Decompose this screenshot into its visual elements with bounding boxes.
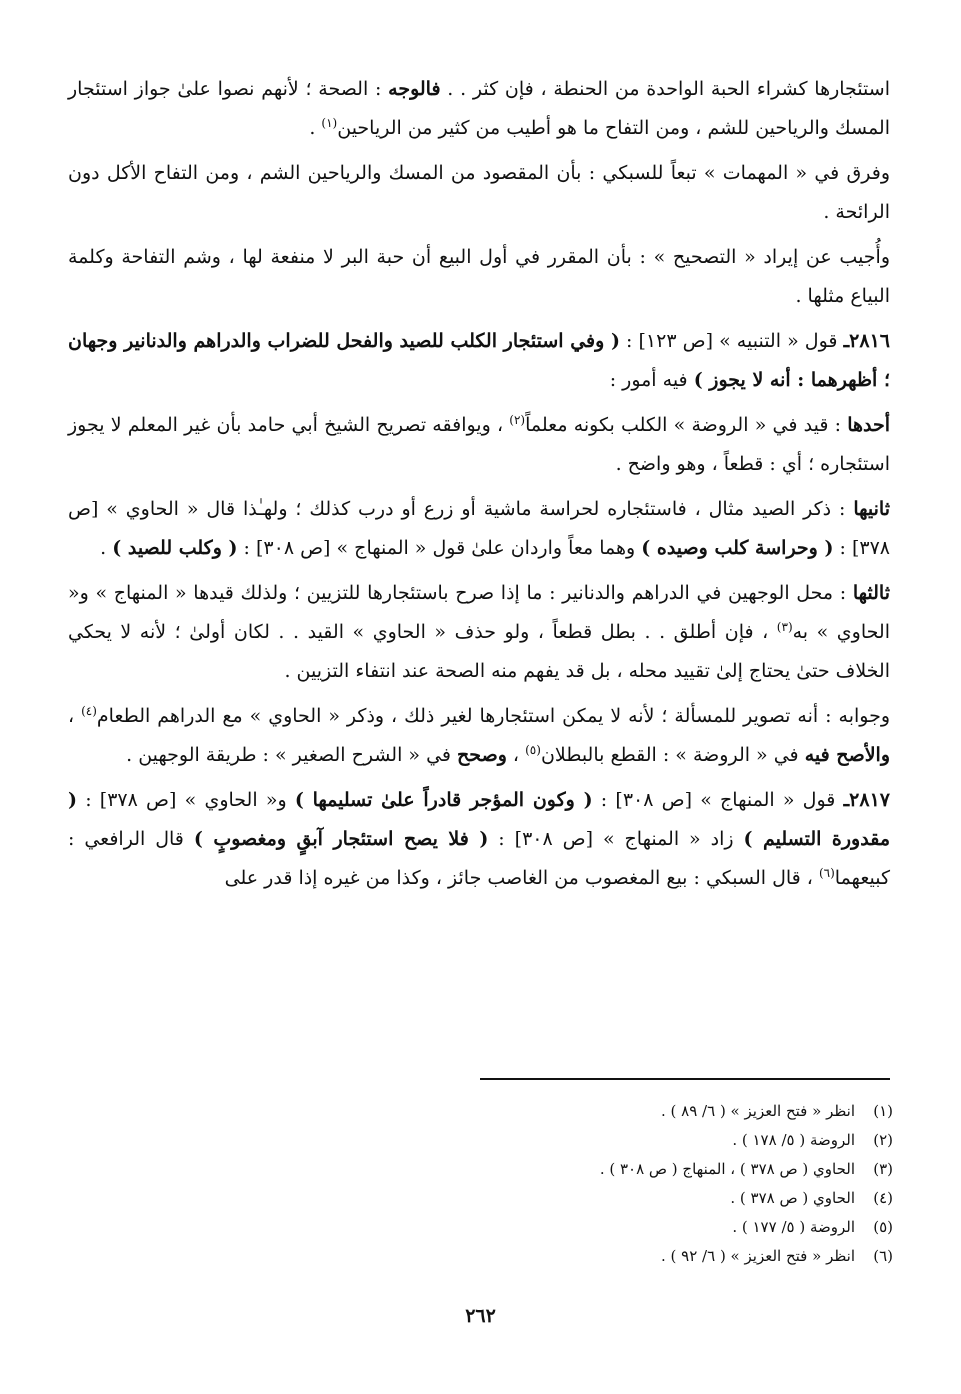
footnote-ref: (٤) — [81, 704, 97, 718]
footnote-ref: (١) — [321, 116, 338, 130]
footnote-number: (٥) — [873, 1218, 893, 1236]
paragraph — [68, 574, 890, 691]
bold-text: ٢٨١٦ـ — [843, 330, 890, 352]
text-run: : قيد في « الروضة » الكلب بكونه معلماً — [525, 414, 848, 436]
paragraph — [68, 322, 890, 400]
paragraph — [68, 490, 890, 568]
text-run: ، ويوافقه تصريح الشيخ أبي حامد بأن غير المعلم لا يجوز استئجاره ؛ أي : قطعاً ، وهو واضح . — [68, 414, 890, 475]
footnote-number: (٢) — [873, 1131, 893, 1149]
footnote-number: (٤) — [873, 1189, 893, 1207]
text-run: ، فإن أطلق . . بطل قطعاً ، ولو حذف « الحاوي » القيد . . لكان أولىٰ ؛ لأنه لا يحكي الخلاف حتىٰ يحتاج إلىٰ تقييد محله ، بل قد يفهم منه الصحة عند انتفاء التزيين . — [68, 621, 890, 682]
footnote-ref: (٣) — [776, 620, 793, 634]
text-run: وجوابه : أنه تصوير للمسألة ؛ لأنه لا يمكن استئجارها لغير ذلك ، وذكر « الحاوي » مع الدراهم الطعام — [96, 705, 890, 727]
text-run: قول « المنهاج » [ص ٣٠٨] : — [592, 789, 844, 811]
bold-text: وصحح — [457, 744, 507, 766]
bold-text: ( وكون المؤجر قادراً علىٰ تسليمها ) — [294, 789, 593, 811]
text-run: قال الرافعي : كبيعهما — [68, 828, 890, 889]
footnote-number: (٦) — [873, 1247, 893, 1265]
text-run: زاد « المنهاج » [ص ٣٠٨] : — [488, 828, 744, 850]
footnote-text: الروضة ( ٥/ ١٧٨ ) . — [732, 1131, 855, 1149]
text-run: فيه أمور : — [609, 369, 694, 391]
text-run: وأُجيب عن إيراد « التصحيح » : بأن المقرر في أول البيع أن حبة البر لا منفعة لها ، وشم التفاحة وكلمة البياع مثلها . — [68, 246, 890, 307]
bold-text: ٢٨١٧ـ — [843, 789, 890, 811]
footnotes — [93, 1097, 893, 1271]
footnote-ref: (٢) — [509, 413, 526, 427]
main-text — [68, 70, 890, 898]
footnote-text: الحاوي ( ص ٣٧٨ ) ، المنهاج ( ص ٣٠٨ ) . — [599, 1160, 855, 1178]
text-run: في « الشرح الصغير » : طريقة الوجهين . — [126, 744, 458, 766]
text-run: قول « التنبيه » [ص ١٢٣] : — [619, 330, 844, 352]
footnote — [93, 1213, 893, 1242]
footnote-ref: (٦) — [818, 866, 835, 880]
bold-text: ثالثها — [852, 582, 890, 604]
paragraph — [68, 406, 890, 484]
text-run: . — [100, 537, 113, 559]
paragraph — [68, 781, 890, 898]
footnote-text: الحاوي ( ص ٣٧٨ ) . — [730, 1189, 855, 1207]
bold-text: أحدها — [847, 414, 890, 436]
text-run: : ذكر الصيد مثال ، فاستئجاره لحراسة ماشية أو زرع أو درب كذلك ؛ ولهـٰذا قال « الحاوي » [ص ٣٧٨] : — [68, 498, 890, 559]
text-run: في « الروضة » : القطع بالبطلان — [540, 744, 805, 766]
footnote — [93, 1155, 893, 1184]
footnote-ref: (٥) — [525, 743, 541, 757]
footnote-number: (١) — [873, 1102, 893, 1120]
text-run: ، — [68, 705, 82, 727]
bold-text: ( وكلب للصيد ) — [112, 537, 238, 559]
bold-text: ( مقدورة التسليم ) — [68, 789, 890, 850]
paragraph — [68, 70, 890, 148]
bold-text: ( فلا يصح استئجار آبقٍ ومغصوبٍ ) — [193, 828, 489, 850]
bold-text: والأصح فيه — [804, 744, 890, 766]
text-run: : محل الوجهين في الدراهم والدنانير : ما إذا صرح باستئجارها للتزيين ؛ ولذلك قيدها « المنهاج » و« الحاوي » به — [68, 582, 890, 643]
footnote — [93, 1126, 893, 1155]
footnote-text: انظر « فتح العزيز » ( ٦/ ٩٢ ) . — [661, 1247, 855, 1265]
paragraph — [68, 154, 890, 232]
footnote-separator — [480, 1078, 890, 1080]
text-run: و« الحاوي » [ص ٣٧٨] : — [77, 789, 295, 811]
text-run: وفرق في « المهمات » تبعاً للسبكي : بأن المقصود من المسك والرياحين الشم ، ومن التفاح الأكل دون الرائحة . — [68, 162, 890, 223]
paragraph — [68, 697, 890, 775]
footnote-number: (٣) — [873, 1160, 893, 1178]
text-run: : الصحة ؛ لأنهم نصوا علىٰ جواز استئجار المسك والرياحين للشم ، ومن التفاح ما هو أطيب من كثير من الرياحين — [68, 78, 890, 139]
footnote — [93, 1184, 893, 1213]
footnote — [93, 1242, 893, 1271]
text-run: ، — [506, 744, 526, 766]
text-run: . — [309, 117, 322, 139]
bold-text: ( وحراسة كلب وصيده ) — [641, 537, 834, 559]
footnote — [93, 1097, 893, 1126]
bold-text: ثانيها — [853, 498, 890, 520]
text-run: استئجارها كشراء الحبة الواحدة من الحنطة ، فإن كثر . . — [440, 78, 890, 100]
footnote-text: انظر « فتح العزيز » ( ٦/ ٨٩ ) . — [661, 1102, 855, 1120]
page-number: ٢٦٢ — [465, 1305, 496, 1327]
text-run: وهما معاً واردان علىٰ قول « المنهاج » [ص ٣٠٨] : — [237, 537, 642, 559]
bold-text: ( وفي استئجار الكلب للصيد والفحل للضراب والدراهم والدنانير وجهان ؛ أظهرهما : أنه لا يجوز ) — [68, 330, 890, 391]
bold-text: فالوجه — [388, 78, 441, 100]
footnote-text: الروضة ( ٥/ ١٧٧ ) . — [732, 1218, 855, 1236]
text-run: ، قال السبكي : بيع المغصوب من الغاصب جائز ، وكذا من غيره إذا قدر على — [224, 867, 819, 889]
paragraph — [68, 238, 890, 316]
